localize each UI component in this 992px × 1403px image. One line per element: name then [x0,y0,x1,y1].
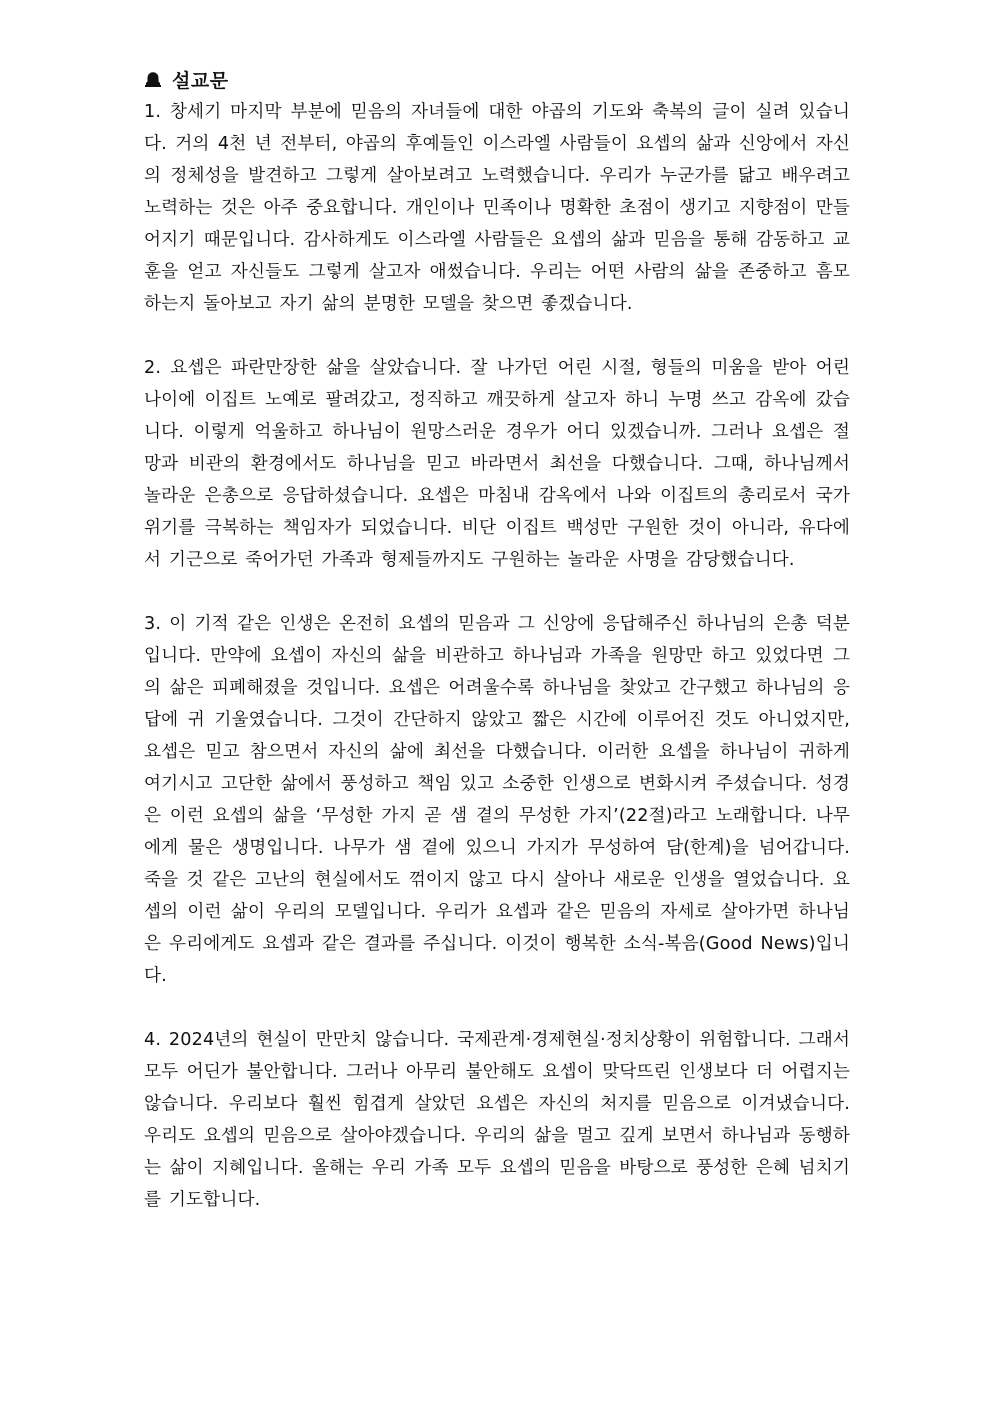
sermon-heading [144,62,850,96]
bell-icon [144,70,162,88]
paragraph-3: 3. 이 기적 같은 인생은 온전히 요셉의 믿음과 그 신앙에 응답해주신 하나님의 은총 덕분입니다. 만약에 요셉이 자신의 삶을 비관하고 하나님과 가족을 원망만 하고 있었다면 그의 삶은 피폐해졌을 것입니다. 요셉은 어려울수록 하나님을 찾았고 간구했고 하나님의 응답에 귀 기울였습니다. 그것이 간단하지 않았고 짧은 시간에 이루어진 것도 아니었지만, 요셉은 믿고 참으면서 자신의 삶에 최선을 다했습니다. 이러한 요셉을 하나님이 귀하게 여기시고 고단한 삶에서 풍성하고 책임 있고 소중한 인생으로 변화시켜 주셨습니다. 성경은 이런 요셉의 삶을 ‘무성한 가지 곧 샘 곁의 무성한 가지’(22절)라고 노래합니다. 나무에게 물은 생명입니다. 나무가 샘 곁에 있으니 가지가 무성하여 담(한계)을 넘어갑니다. 죽을 것 같은 고난의 현실에서도 꺾이지 않고 다시 살아나 새로운 인생을 열었습니다. 요셉의 이런 삶이 우리의 모델입니다. 우리가 요셉과 같은 믿음의 자세로 살아가면 하나님은 우리에게도 요셉과 같은 결과를 주십니다. 이것이 행복한 소식-복음(Good News)입니다. [144,614,850,986]
paragraph-2: 2. 요셉은 파란만장한 삶을 살았습니다. 잘 나가던 어린 시절, 형들의 미움을 받아 어린 나이에 이집트 노예로 팔려갔고, 정직하고 깨끗하게 살고자 하니 누명 쓰고 감옥에 갔습니다. 이렇게 억울하고 하나님이 원망스러운 경우가 어디 있겠습니까. 그러나 요셉은 절망과 비관의 환경에서도 하나님을 믿고 바라면서 최선을 다했습니다. 그때, 하나님께서 놀라운 은총으로 응답하셨습니다. 요셉은 마침내 감옥에서 나와 이집트의 총리로서 국가 위기를 극복하는 책임자가 되었습니다. 비단 이집트 백성만 구원한 것이 아니라, 유다에서 기근으로 죽어가던 가족과 형제들까지도 구원하는 놀라운 사명을 감당했습니다. [144,358,850,570]
sermon-page [144,62,850,1216]
paragraph-1: 1. 창세기 마지막 부분에 믿음의 자녀들에 대한 야곱의 기도와 축복의 글이 실려 있습니다. 거의 4천 년 전부터, 야곱의 후예들인 이스라엘 사람들이 요셉의 삶과 신앙에서 자신의 정체성을 발견하고 그렇게 살아보려고 노력했습니다. 우리가 누군가를 닮고 배우려고 노력하는 것은 아주 중요합니다. 개인이나 민족이나 명확한 초점이 생기고 지향점이 만들어지기 때문입니다. 감사하게도 이스라엘 사람들은 요셉의 삶과 믿음을 통해 감동하고 교훈을 얻고 자신들도 그렇게 살고자 애썼습니다. 우리는 어떤 사람의 삶을 존중하고 흠모하는지 돌아보고 자기 삶의 분명한 모델을 찾으면 좋겠습니다. [144,102,850,314]
paragraph-4: 4. 2024년의 현실이 만만치 않습니다. 국제관계·경제현실·정치상황이 위험합니다. 그래서 모두 어딘가 불안합니다. 그러나 아무리 불안해도 요셉이 맞닥뜨린 인생보다 더 어렵지는 않습니다. 우리보다 훨씬 힘겹게 살았던 요셉은 자신의 처지를 믿음으로 이겨냈습니다. 우리도 요셉의 믿음으로 살아야겠습니다. 우리의 삶을 멀고 깊게 보면서 하나님과 동행하는 삶이 지혜입니다. 올해는 우리 가족 모두 요셉의 믿음을 바탕으로 풍성한 은혜 넘치기를 기도합니다. [144,1030,850,1210]
paragraph-spacer [144,992,850,1024]
page-title: 설교문 [172,69,229,92]
paragraph-spacer [144,576,850,608]
paragraph-spacer [144,320,850,352]
